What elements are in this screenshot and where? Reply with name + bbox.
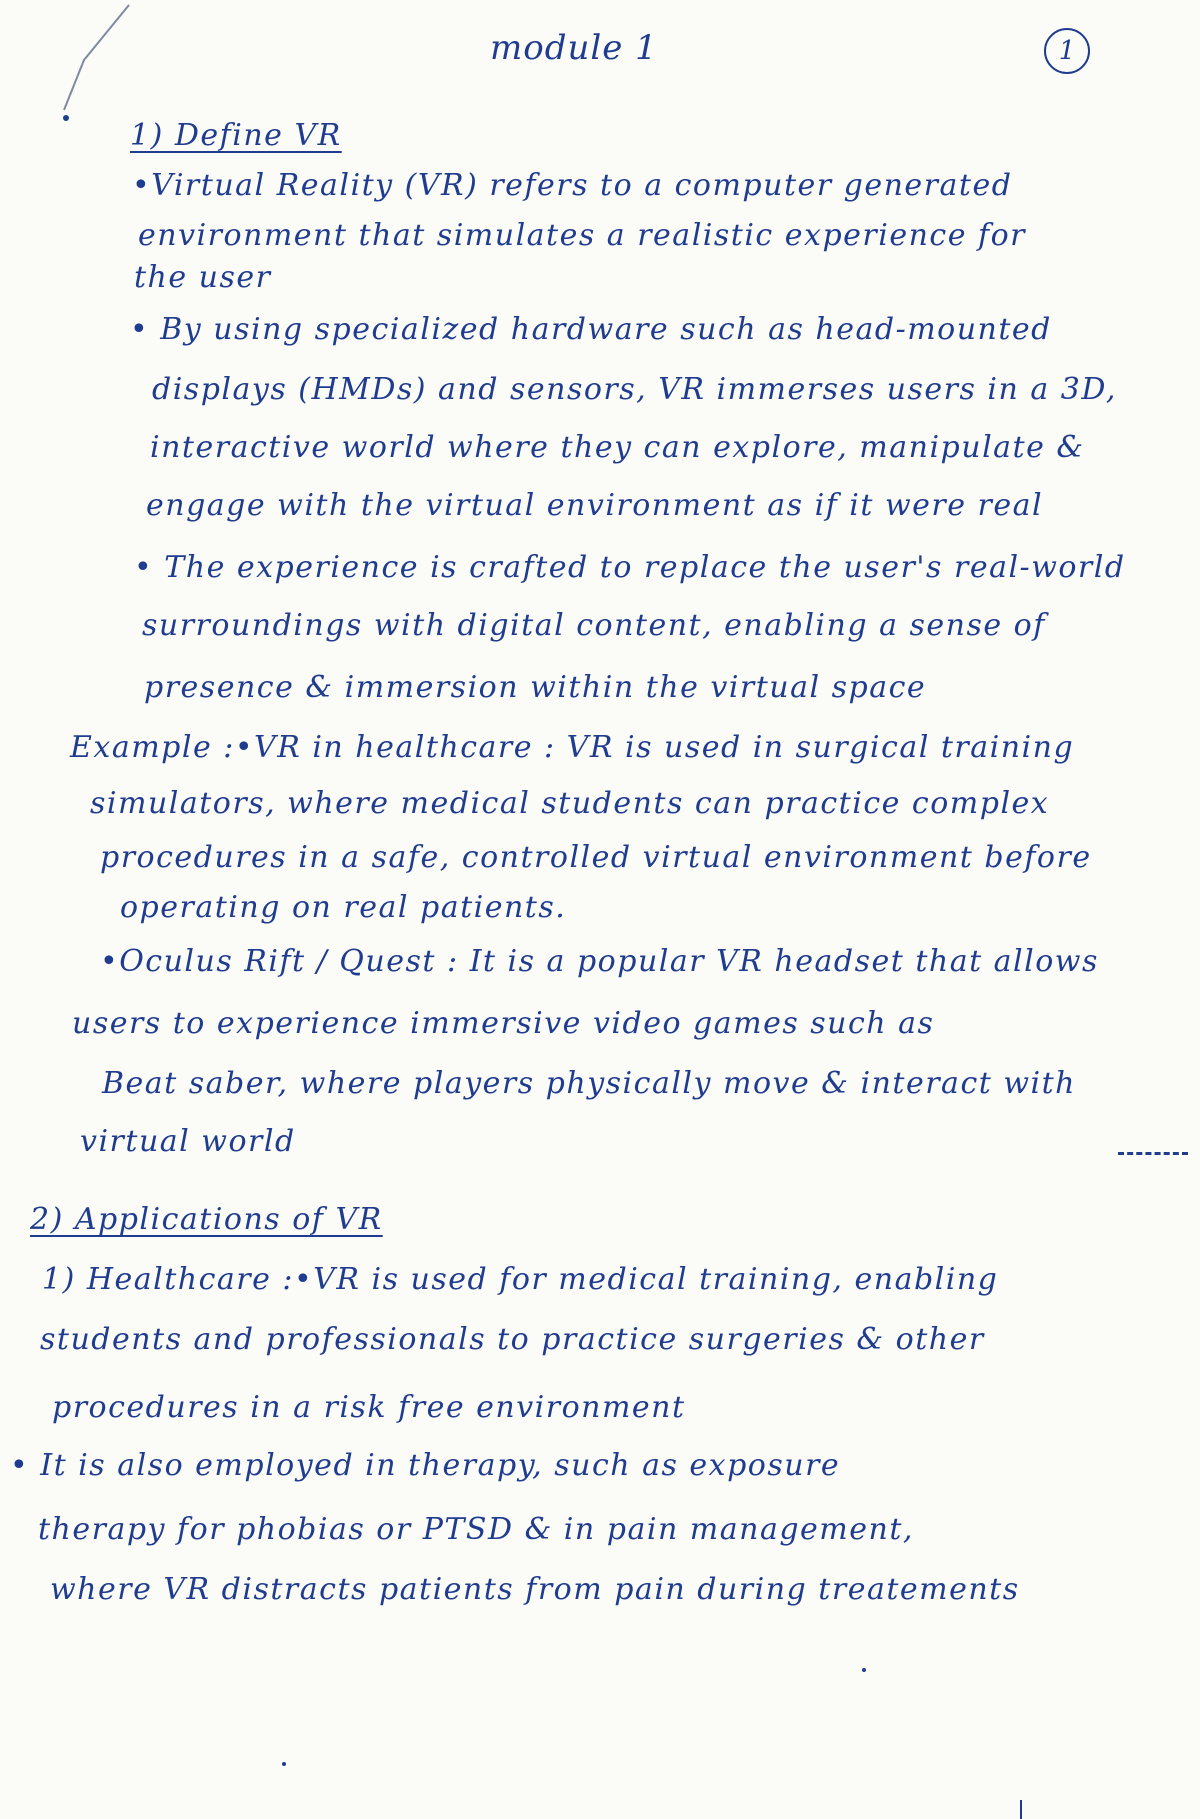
page-heading: module 1 <box>490 28 658 68</box>
note-line: surroundings with digital content, enabling a sense of <box>142 608 1046 643</box>
note-line: operating on real patients. <box>120 890 567 925</box>
ink-mark <box>1020 1800 1022 1819</box>
note-line: students and professionals to practice surgeries & other <box>40 1322 985 1357</box>
margin-stroke-decoration <box>24 0 134 220</box>
question-2-heading: 2) Applications of VR <box>30 1202 383 1237</box>
note-line: engage with the virtual environment as if it were real <box>146 488 1044 523</box>
note-line: •Virtual Reality (VR) refers to a computer generated <box>132 168 1013 203</box>
note-line: users to experience immersive video games such as <box>72 1006 935 1041</box>
note-line: • By using specialized hardware such as head-mounted <box>130 312 1052 347</box>
note-line: Beat saber, where players physically move & interact with <box>102 1066 1076 1101</box>
dashed-separator <box>1118 1152 1188 1157</box>
note-line: • The experience is crafted to replace the user's real-world <box>134 550 1126 585</box>
example-line: Example :•VR in healthcare : VR is used in surgical training <box>70 730 1075 765</box>
note-line: displays (HMDs) and sensors, VR immerses users in a 3D, <box>152 372 1117 407</box>
note-line: where VR distracts patients from pain during treatements <box>50 1572 1020 1607</box>
note-line: •Oculus Rift / Quest : It is a popular VR headset that allows <box>100 944 1099 979</box>
note-line: procedures in a risk free environment <box>52 1390 686 1425</box>
question-1-heading: 1) Define VR <box>130 118 342 153</box>
note-line: procedures in a safe, controlled virtual environment before <box>100 840 1092 875</box>
note-line: the user <box>134 260 272 295</box>
note-line: virtual world <box>80 1124 296 1159</box>
note-line: presence & immersion within the virtual space <box>144 670 927 705</box>
note-line: therapy for phobias or PTSD & in pain management, <box>38 1512 914 1547</box>
ink-dot <box>282 1762 286 1766</box>
note-line: • It is also employed in therapy, such as exposure <box>10 1448 841 1483</box>
note-line: environment that simulates a realistic experience for <box>138 218 1027 253</box>
note-line: interactive world where they can explore, manipulate & <box>150 430 1085 465</box>
note-line: simulators, where medical students can practice complex <box>90 786 1050 821</box>
note-line: 1) Healthcare :•VR is used for medical training, enabling <box>42 1262 999 1297</box>
page-number-circle: 1 <box>1044 28 1090 74</box>
ink-dot <box>862 1668 866 1672</box>
